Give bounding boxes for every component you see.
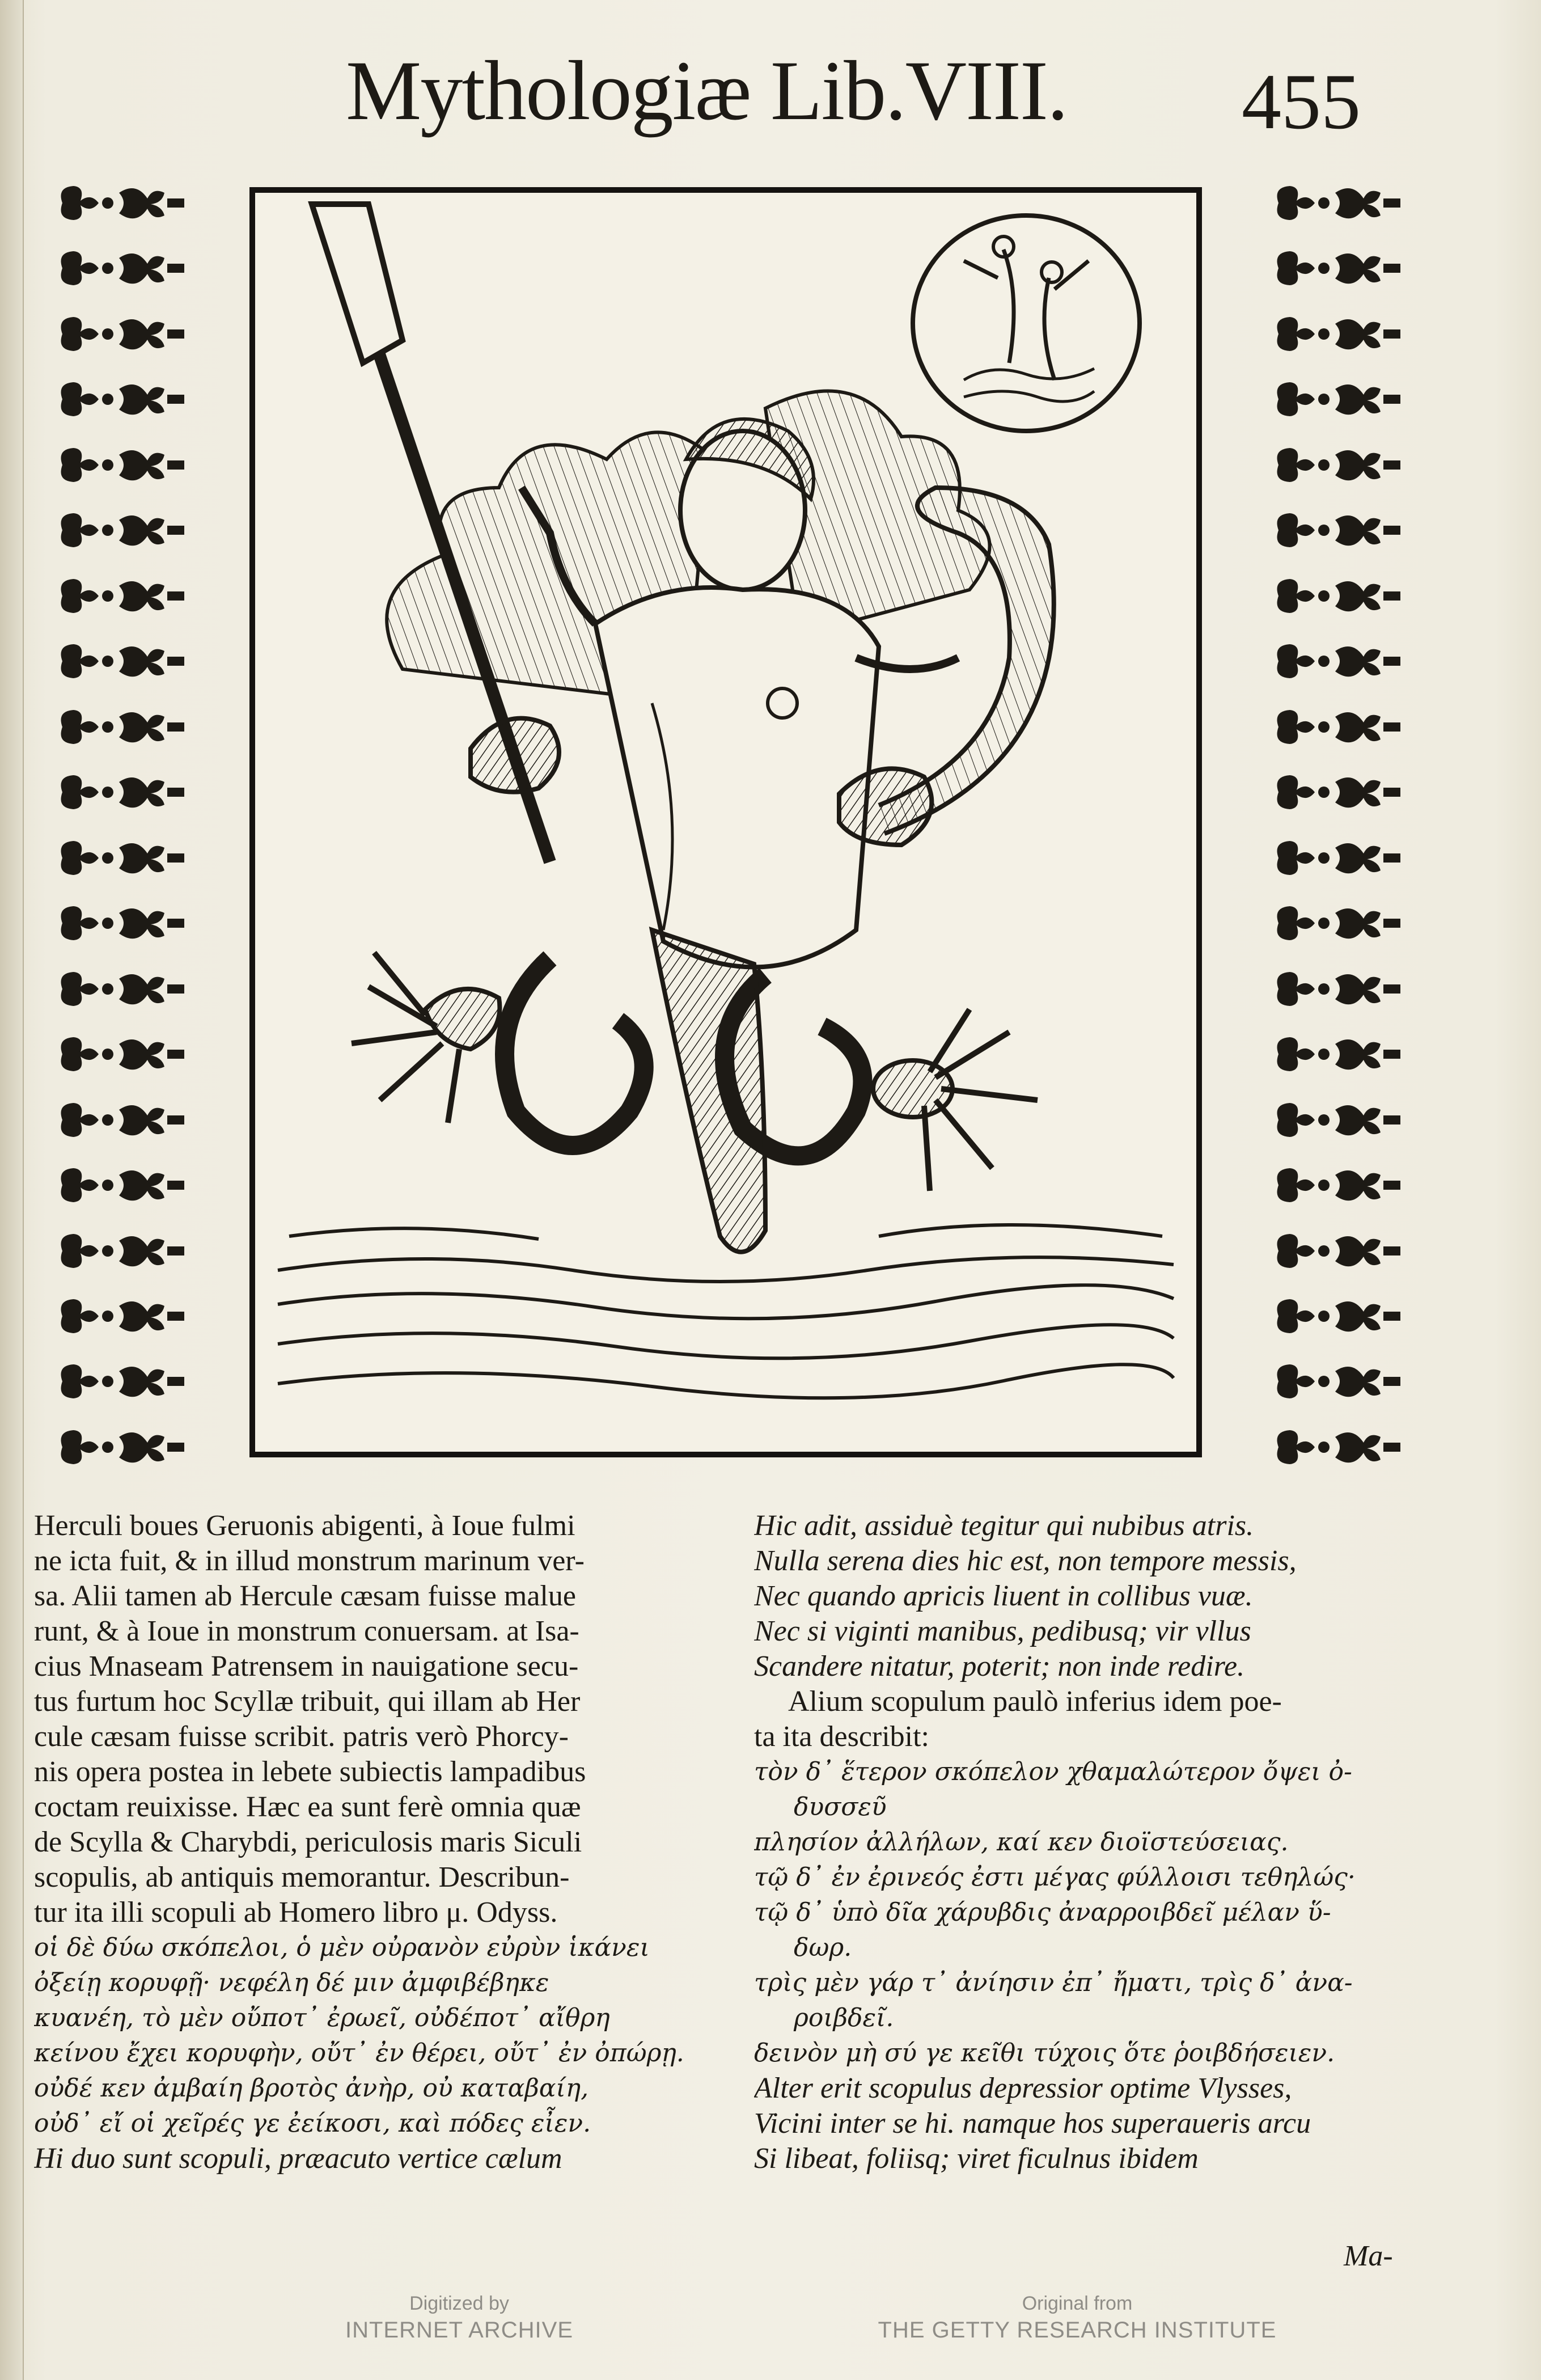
text-line: Alter erit scopulus depressior optime Vlysses, [754, 2072, 1292, 2104]
fleuron-icon [51, 1224, 187, 1278]
text-line: coctam reuixisse. Hæc ea sunt ferè omnia quæ [34, 1791, 581, 1823]
fleuron-border-right [1259, 176, 1412, 1474]
fleuron-icon [51, 503, 187, 557]
fleuron-icon [51, 1158, 187, 1212]
text-line: ὀξείῃ κορυφῇ· νεφέλη δέ μιν ἀμφιβέβηκε [34, 1968, 549, 1997]
fleuron-icon [1267, 896, 1403, 950]
digitized-credit [227, 2291, 692, 2359]
facing-page-edge [0, 0, 24, 2380]
text-line: sa. Alii tamen ab Hercule cæsam fuisse malue [34, 1580, 576, 1612]
fleuron-icon [1267, 962, 1403, 1016]
text-line: Si libeat, foliisq; viret ficulnus ibidem [754, 2142, 1199, 2175]
text-line: Vicini inter se hi. namque hos superaueris arcu [754, 2107, 1311, 2140]
fleuron-icon [51, 765, 187, 819]
text-line: Nec si viginti manibus, pedibusq; vir vllus [754, 1615, 1251, 1647]
text-column-left [34, 1508, 740, 2176]
text-line: de Scylla & Charybdi, periculosis maris Siculi [34, 1826, 582, 1858]
text-line: τῷ δ᾽ ἐν ἐρινεός ἐστι μέγας φύλλοισι τεθηλώς· [754, 1863, 1356, 1892]
fleuron-icon [1267, 1354, 1403, 1409]
fleuron-icon [51, 241, 187, 295]
text-line: δυσσεῦ [794, 1793, 887, 1821]
fleuron-icon [51, 1354, 187, 1409]
text-line: Scandere nitatur, poterit; non inde redire. [754, 1650, 1245, 1683]
text-line: δωρ. [794, 1933, 852, 1962]
text-line: τῷ δ᾽ ὑπὸ δῖα χάρυβδις ἀναρροιβδεῖ μέλαν ὕ- [754, 1898, 1331, 1927]
fleuron-icon [51, 569, 187, 623]
woodcut-scylla-icon [255, 193, 1196, 1452]
text-line: Hic adit, assiduè tegitur qui nubibus atris. [754, 1510, 1254, 1542]
fleuron-icon [51, 1420, 187, 1474]
text-line: οὐδ᾽ εἴ οἱ χεῖρές γε ἐείκοσι, καὶ πόδες εἶεν. [34, 2109, 591, 2138]
fleuron-icon [51, 372, 187, 426]
fleuron-icon [51, 438, 187, 492]
text-line: οὐδέ κεν ἀμβαίη βροτὸς ἀνὴρ, οὐ καταβαίη, [34, 2074, 589, 2103]
original-label: Original from [1022, 2293, 1133, 2314]
digitized-by: INTERNET ARCHIVE [345, 2318, 573, 2343]
fleuron-icon [1267, 700, 1403, 754]
fleuron-icon [51, 307, 187, 361]
woodcut-illustration [249, 187, 1202, 1457]
fleuron-icon [1267, 438, 1403, 492]
fleuron-icon [1267, 831, 1403, 885]
text-line: ta ita describit: [754, 1720, 930, 1753]
fleuron-icon [1267, 372, 1403, 426]
text-line: cule cæsam fuisse scribit. patris verò Phorcy- [34, 1720, 569, 1753]
fleuron-icon [1267, 765, 1403, 819]
fleuron-icon [1267, 503, 1403, 557]
digitized-label: Digitized by [409, 2293, 509, 2314]
text-line: δεινὸν μὴ σύ γε κεῖθι τύχοις ὅτε ῥοιβδήσειεν. [754, 2039, 1335, 2068]
page-number: 455 [1242, 58, 1361, 146]
fleuron-icon [1267, 1289, 1403, 1343]
text-line: πλησίον ἀλλήλων, καί κεν διοϊστεύσειας. [754, 1828, 1289, 1857]
fleuron-icon [51, 1027, 187, 1081]
fleuron-border-left [43, 176, 196, 1474]
original-from: THE GETTY RESEARCH INSTITUTE [878, 2318, 1277, 2343]
fleuron-icon [1267, 1224, 1403, 1278]
fleuron-icon [1267, 241, 1403, 295]
fleuron-icon [1267, 1093, 1403, 1147]
fleuron-icon [51, 634, 187, 688]
fleuron-icon [51, 700, 187, 754]
fleuron-icon [1267, 1420, 1403, 1474]
fleuron-icon [1267, 1158, 1403, 1212]
fleuron-icon [1267, 176, 1403, 230]
text-line: κυανέη, τὸ μὲν οὔποτ᾽ ἐρωεῖ, οὐδέποτ᾽ αἴθρη [34, 2003, 610, 2032]
text-line: ροιβδεῖ. [794, 2003, 894, 2032]
text-line: nis opera postea in lebete subiectis lampadibus [34, 1756, 586, 1788]
fleuron-icon [1267, 569, 1403, 623]
text-line: tus furtum hoc Scyllæ tribuit, qui illam ab Her [34, 1685, 581, 1718]
fleuron-icon [51, 896, 187, 950]
text-line: cius Mnaseam Patrensem in nauigatione secu- [34, 1650, 579, 1683]
text-line: Nulla serena dies hic est, non tempore messis, [754, 1545, 1297, 1577]
medallion-figures-icon [913, 215, 1140, 431]
text-line: Hi duo sunt scopuli, præacuto vertice cælum [34, 2142, 562, 2175]
catchword: Ma- [1344, 2240, 1393, 2272]
running-title: Mythologiæ Lib.VIII. [346, 44, 1068, 138]
fleuron-icon [1267, 1027, 1403, 1081]
fleuron-icon [1267, 634, 1403, 688]
text-line: κείνου ἔχει κορυφὴν, οὔτ᾽ ἐν θέρει, οὔτ᾽ ἐν ὀπώρῃ. [34, 2039, 684, 2068]
text-column-right [754, 1508, 1471, 2176]
text-line: runt, & à Ioue in monstrum conuersam. at Isa- [34, 1615, 579, 1647]
original-credit [845, 2291, 1310, 2359]
text-line: Alium scopulum paulò inferius idem poe- [788, 1685, 1282, 1718]
fleuron-icon [51, 831, 187, 885]
fleuron-icon [1267, 307, 1403, 361]
text-line: οἱ δὲ δύω σκόπελοι, ὁ μὲν οὐρανὸν εὐρὺν ἱκάνει [34, 1933, 650, 1962]
text-line: Herculi boues Geruonis abigenti, à Ioue fulmi [34, 1510, 575, 1542]
text-line: ne icta fuit, & in illud monstrum marinum ver- [34, 1545, 585, 1577]
fleuron-icon [51, 962, 187, 1016]
text-line: tur ita illi scopuli ab Homero libro μ. Odyss. [34, 1896, 558, 1929]
text-line: scopulis, ab antiquis memorantur. Describun- [34, 1861, 570, 1893]
fleuron-icon [51, 1289, 187, 1343]
text-line: Nec quando apricis liuent in collibus vuæ. [754, 1580, 1253, 1612]
text-line: τὸν δ᾽ ἕτερον σκόπελον χθαμαλώτερον ὄψει ὀ- [754, 1757, 1352, 1786]
text-line: τρὶς μὲν γάρ τ᾽ ἀνίησιν ἐπ᾽ ἤματι, τρὶς δ᾽ ἀνα- [754, 1968, 1353, 1997]
fleuron-icon [51, 1093, 187, 1147]
fleuron-icon [51, 176, 187, 230]
